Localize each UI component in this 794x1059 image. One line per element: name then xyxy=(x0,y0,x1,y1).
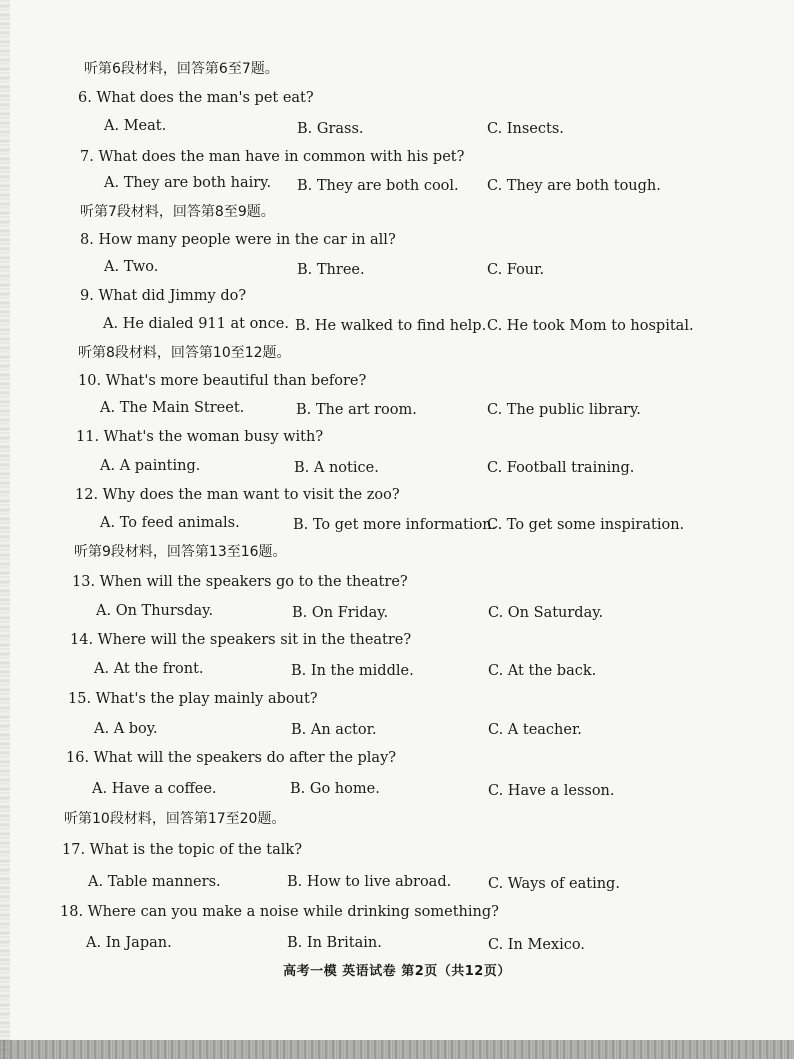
option-b: B. On Friday. xyxy=(292,605,389,621)
option-b: B. In Britain. xyxy=(287,935,382,951)
question-text: 13. When will the speakers go to the theatre? xyxy=(72,574,408,590)
question-text: 11. What's the woman busy with? xyxy=(76,429,324,445)
option-a: A. At the front. xyxy=(94,661,204,677)
option-a: A. A boy. xyxy=(94,721,158,737)
option-a: A. In Japan. xyxy=(86,935,172,951)
question-text: 6. What does the man's pet eat? xyxy=(78,90,314,106)
option-a: A. They are both hairy. xyxy=(104,175,272,191)
option-a: A. To feed animals. xyxy=(100,515,240,531)
option-b: B. Grass. xyxy=(297,121,364,137)
question-text: 10. What's more beautiful than before? xyxy=(78,373,367,389)
question-text: 18. Where can you make a noise while drinking something? xyxy=(60,904,499,920)
option-a: A. Meat. xyxy=(104,118,167,134)
page-footer: 高考一模 英语试卷 第2页（共12页） xyxy=(283,964,511,979)
question-text: 15. What's the play mainly about? xyxy=(68,691,318,707)
question-text: 14. Where will the speakers sit in the theatre? xyxy=(70,632,412,648)
option-a: A. Have a coffee. xyxy=(92,781,217,797)
option-c: C. To get some inspiration. xyxy=(487,517,685,533)
section-heading: 听第9段材料，回答第13至16题。 xyxy=(74,544,287,560)
option-b: B. Three. xyxy=(297,262,365,278)
option-c: C. Football training. xyxy=(487,460,635,476)
option-b: B. An actor. xyxy=(291,722,377,738)
option-c: C. In Mexico. xyxy=(488,937,585,953)
option-c: C. On Saturday. xyxy=(488,605,604,621)
option-b: B. A notice. xyxy=(294,460,379,476)
option-c: C. Four. xyxy=(487,262,545,278)
question-text: 17. What is the topic of the talk? xyxy=(62,842,302,858)
option-b: B. The art room. xyxy=(296,402,417,418)
section-heading: 听第10段材料，回答第17至20题。 xyxy=(64,811,286,827)
option-a: A. He dialed 911 at once. xyxy=(103,316,289,332)
option-a: A. The Main Street. xyxy=(100,400,245,416)
option-c: C. A teacher. xyxy=(488,722,582,738)
option-b: B. They are both cool. xyxy=(297,178,459,194)
section-heading: 听第8段材料，回答第10至12题。 xyxy=(78,345,291,361)
option-a: A. On Thursday. xyxy=(96,603,214,619)
scan-binding-edge xyxy=(0,0,10,1059)
option-c: C. They are both tough. xyxy=(487,178,661,194)
option-a: A. Table manners. xyxy=(88,874,221,890)
option-b: B. To get more information. xyxy=(293,517,497,533)
question-text: 9. What did Jimmy do? xyxy=(80,288,247,304)
section-heading: 听第6段材料，回答第6至7题。 xyxy=(84,61,279,77)
question-text: 16. What will the speakers do after the play? xyxy=(66,750,397,766)
question-text: 12. Why does the man want to visit the zoo? xyxy=(75,487,400,503)
option-c: C. Ways of eating. xyxy=(488,876,620,892)
option-c: C. He took Mom to hospital. xyxy=(487,318,694,334)
scan-bottom-edge xyxy=(0,1040,794,1059)
section-heading: 听第7段材料，回答第8至9题。 xyxy=(80,204,275,220)
question-text: 8. How many people were in the car in all? xyxy=(80,232,396,248)
option-c: C. At the back. xyxy=(488,663,597,679)
option-b: B. Go home. xyxy=(290,781,380,797)
option-b: B. He walked to find help. xyxy=(295,318,487,334)
option-a: A. Two. xyxy=(104,259,159,275)
option-a: A. A painting. xyxy=(100,458,201,474)
option-c: C. Have a lesson. xyxy=(488,783,615,799)
question-text: 7. What does the man have in common with his pet? xyxy=(80,149,465,165)
option-b: B. How to live abroad. xyxy=(287,874,452,890)
option-b: B. In the middle. xyxy=(291,663,414,679)
option-c: C. Insects. xyxy=(487,121,564,137)
option-c: C. The public library. xyxy=(487,402,641,418)
